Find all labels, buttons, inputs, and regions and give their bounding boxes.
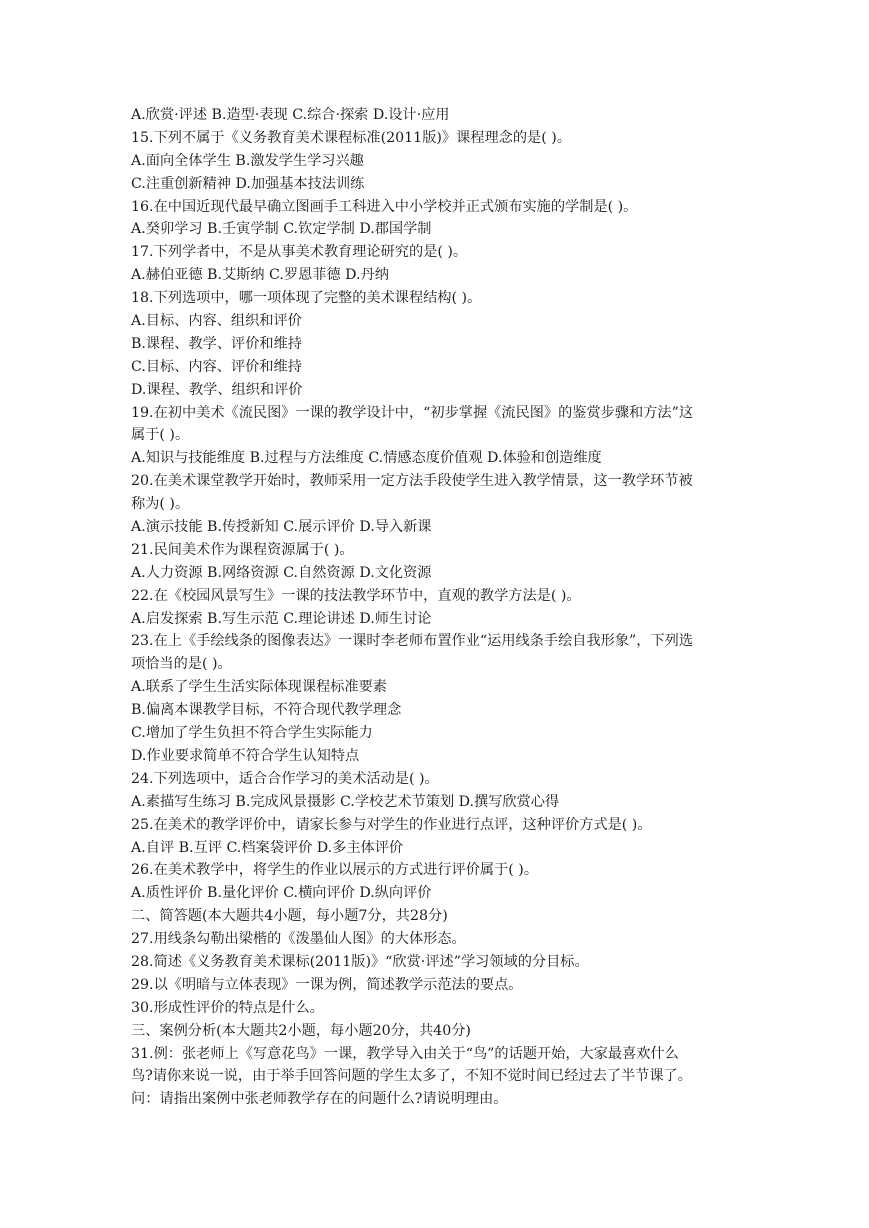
options-16: A.癸卯学习 B.壬寅学制 C.钦定学制 D.郡国学制	[131, 221, 432, 238]
question-22: 22.在《校园风景写生》一课的技法教学环节中，直观的教学方法是( )。	[131, 587, 581, 604]
option-23-d: D.作业要求简单不符合学生认知特点	[131, 747, 360, 764]
question-31-line-1: 31.例：张老师上《写意花鸟》一课，教学导入由关于“鸟”的话题开始，大家最喜欢什么	[131, 1045, 679, 1062]
options-21: A.人力资源 B.网络资源 C.自然资源 D.文化资源	[131, 564, 432, 581]
options-17: A.赫伯亚德 B.艾斯纳 C.罗恩菲德 D.丹纳	[131, 267, 389, 284]
option-18-a: A.目标、内容、组织和评价	[131, 313, 302, 330]
options-22: A.启发探索 B.写生示范 C.理论讲述 D.师生讨论	[131, 610, 432, 627]
options-24: A.素描写生练习 B.完成风景摄影 C.学校艺术节策划 D.撰写欣赏心得	[131, 793, 560, 810]
question-19-line-2: 属于( )。	[131, 427, 190, 444]
question-24: 24.下列选项中，适合合作学习的美术活动是( )。	[131, 770, 439, 787]
section-3-heading: 三、案例分析(本大题共2小题，每小题20分，共40分)	[131, 1022, 471, 1039]
options-26: A.质性评价 B.量化评价 C.横向评价 D.纵向评价	[131, 885, 432, 902]
question-28: 28.简述《义务教育美术课标(2011版)》“欣赏·评述”学习领域的分目标。	[131, 953, 589, 970]
question-21: 21.民间美术作为课程资源属于( )。	[131, 541, 354, 558]
section-2-heading: 二、简答题(本大题共4小题，每小题7分，共28分)	[131, 908, 448, 925]
question-31-line-2: 鸟?请你来说一说，由于举手回答问题的学生太多了，不知不觉时间已经过去了半节课了。	[131, 1068, 692, 1085]
question-19-line-1: 19.在初中美术《流民图》一课的教学设计中，“初步掌握《流民图》的鉴赏步骤和方法”这	[131, 404, 694, 421]
option-18-b: B.课程、教学、评价和维持	[131, 335, 302, 352]
question-29: 29.以《明暗与立体表现》一课为例，简述教学示范法的要点。	[131, 976, 523, 993]
question-17: 17.下列学者中，不是从事美术教育理论研究的是( )。	[131, 244, 468, 261]
option-18-d: D.课程、教学、组织和评价	[131, 381, 303, 398]
options-25: A.自评 B.互评 C.档案袋评价 D.多主体评价	[131, 839, 404, 856]
question-31-line-3: 问：请指出案例中张老师教学存在的问题什么?请说明理由。	[131, 1091, 508, 1108]
option-23-c: C.增加了学生负担不符合学生实际能力	[131, 725, 373, 742]
options-15-cd: C.注重创新精神 D.加强基本技法训练	[131, 175, 365, 192]
question-16: 16.在中国近现代最早确立图画手工科进入中小学校并正式颁布实施的学制是( )。	[131, 198, 638, 215]
question-23-line-1: 23.在上《手绘线条的图像表达》一课时李老师布置作业“运用线条手绘自我形象”，下列选	[131, 633, 694, 650]
option-23-a: A.联系了学生生活实际体现课程标准要素	[131, 679, 387, 696]
option-23-b: B.偏离本课教学目标，不符合现代教学理念	[131, 702, 402, 719]
options-20: A.演示技能 B.传授新知 C.展示评价 D.导入新课	[131, 519, 432, 536]
question-20-line-2: 称为( )。	[131, 496, 190, 513]
question-25: 25.在美术的教学评价中，请家长参与对学生的作业进行点评，这种评价方式是( )。	[131, 816, 652, 833]
question-20-line-1: 20.在美术课堂教学开始时，教师采用一定方法手段使学生进入教学情景，这一教学环节被	[131, 473, 693, 490]
options-19: A.知识与技能维度 B.过程与方法维度 C.情感态度价值观 D.体验和创造维度	[131, 450, 602, 467]
question-18: 18.下列选项中，哪一项体现了完整的美术课程结构( )。	[131, 290, 482, 307]
option-18-c: C.目标、内容、评价和维持	[131, 358, 302, 375]
document-text	[131, 104, 741, 1111]
answer-options-14: A.欣赏·评述 B.造型·表现 C.综合·探索 D.设计·应用	[131, 107, 450, 123]
question-15: 15.下列不属于《义务教育美术课程标准(2011版)》课程理念的是( )。	[131, 129, 572, 146]
question-26: 26.在美术教学中，将学生的作业以展示的方式进行评价属于( )。	[131, 862, 539, 879]
options-15-ab: A.面向全体学生 B.激发学生学习兴趣	[131, 152, 364, 169]
question-27: 27.用线条勾勒出梁楷的《泼墨仙人图》的大体形态。	[131, 931, 466, 948]
question-30: 30.形成性评价的特点是什么。	[131, 999, 324, 1016]
question-23-line-2: 项恰当的是( )。	[131, 656, 232, 673]
